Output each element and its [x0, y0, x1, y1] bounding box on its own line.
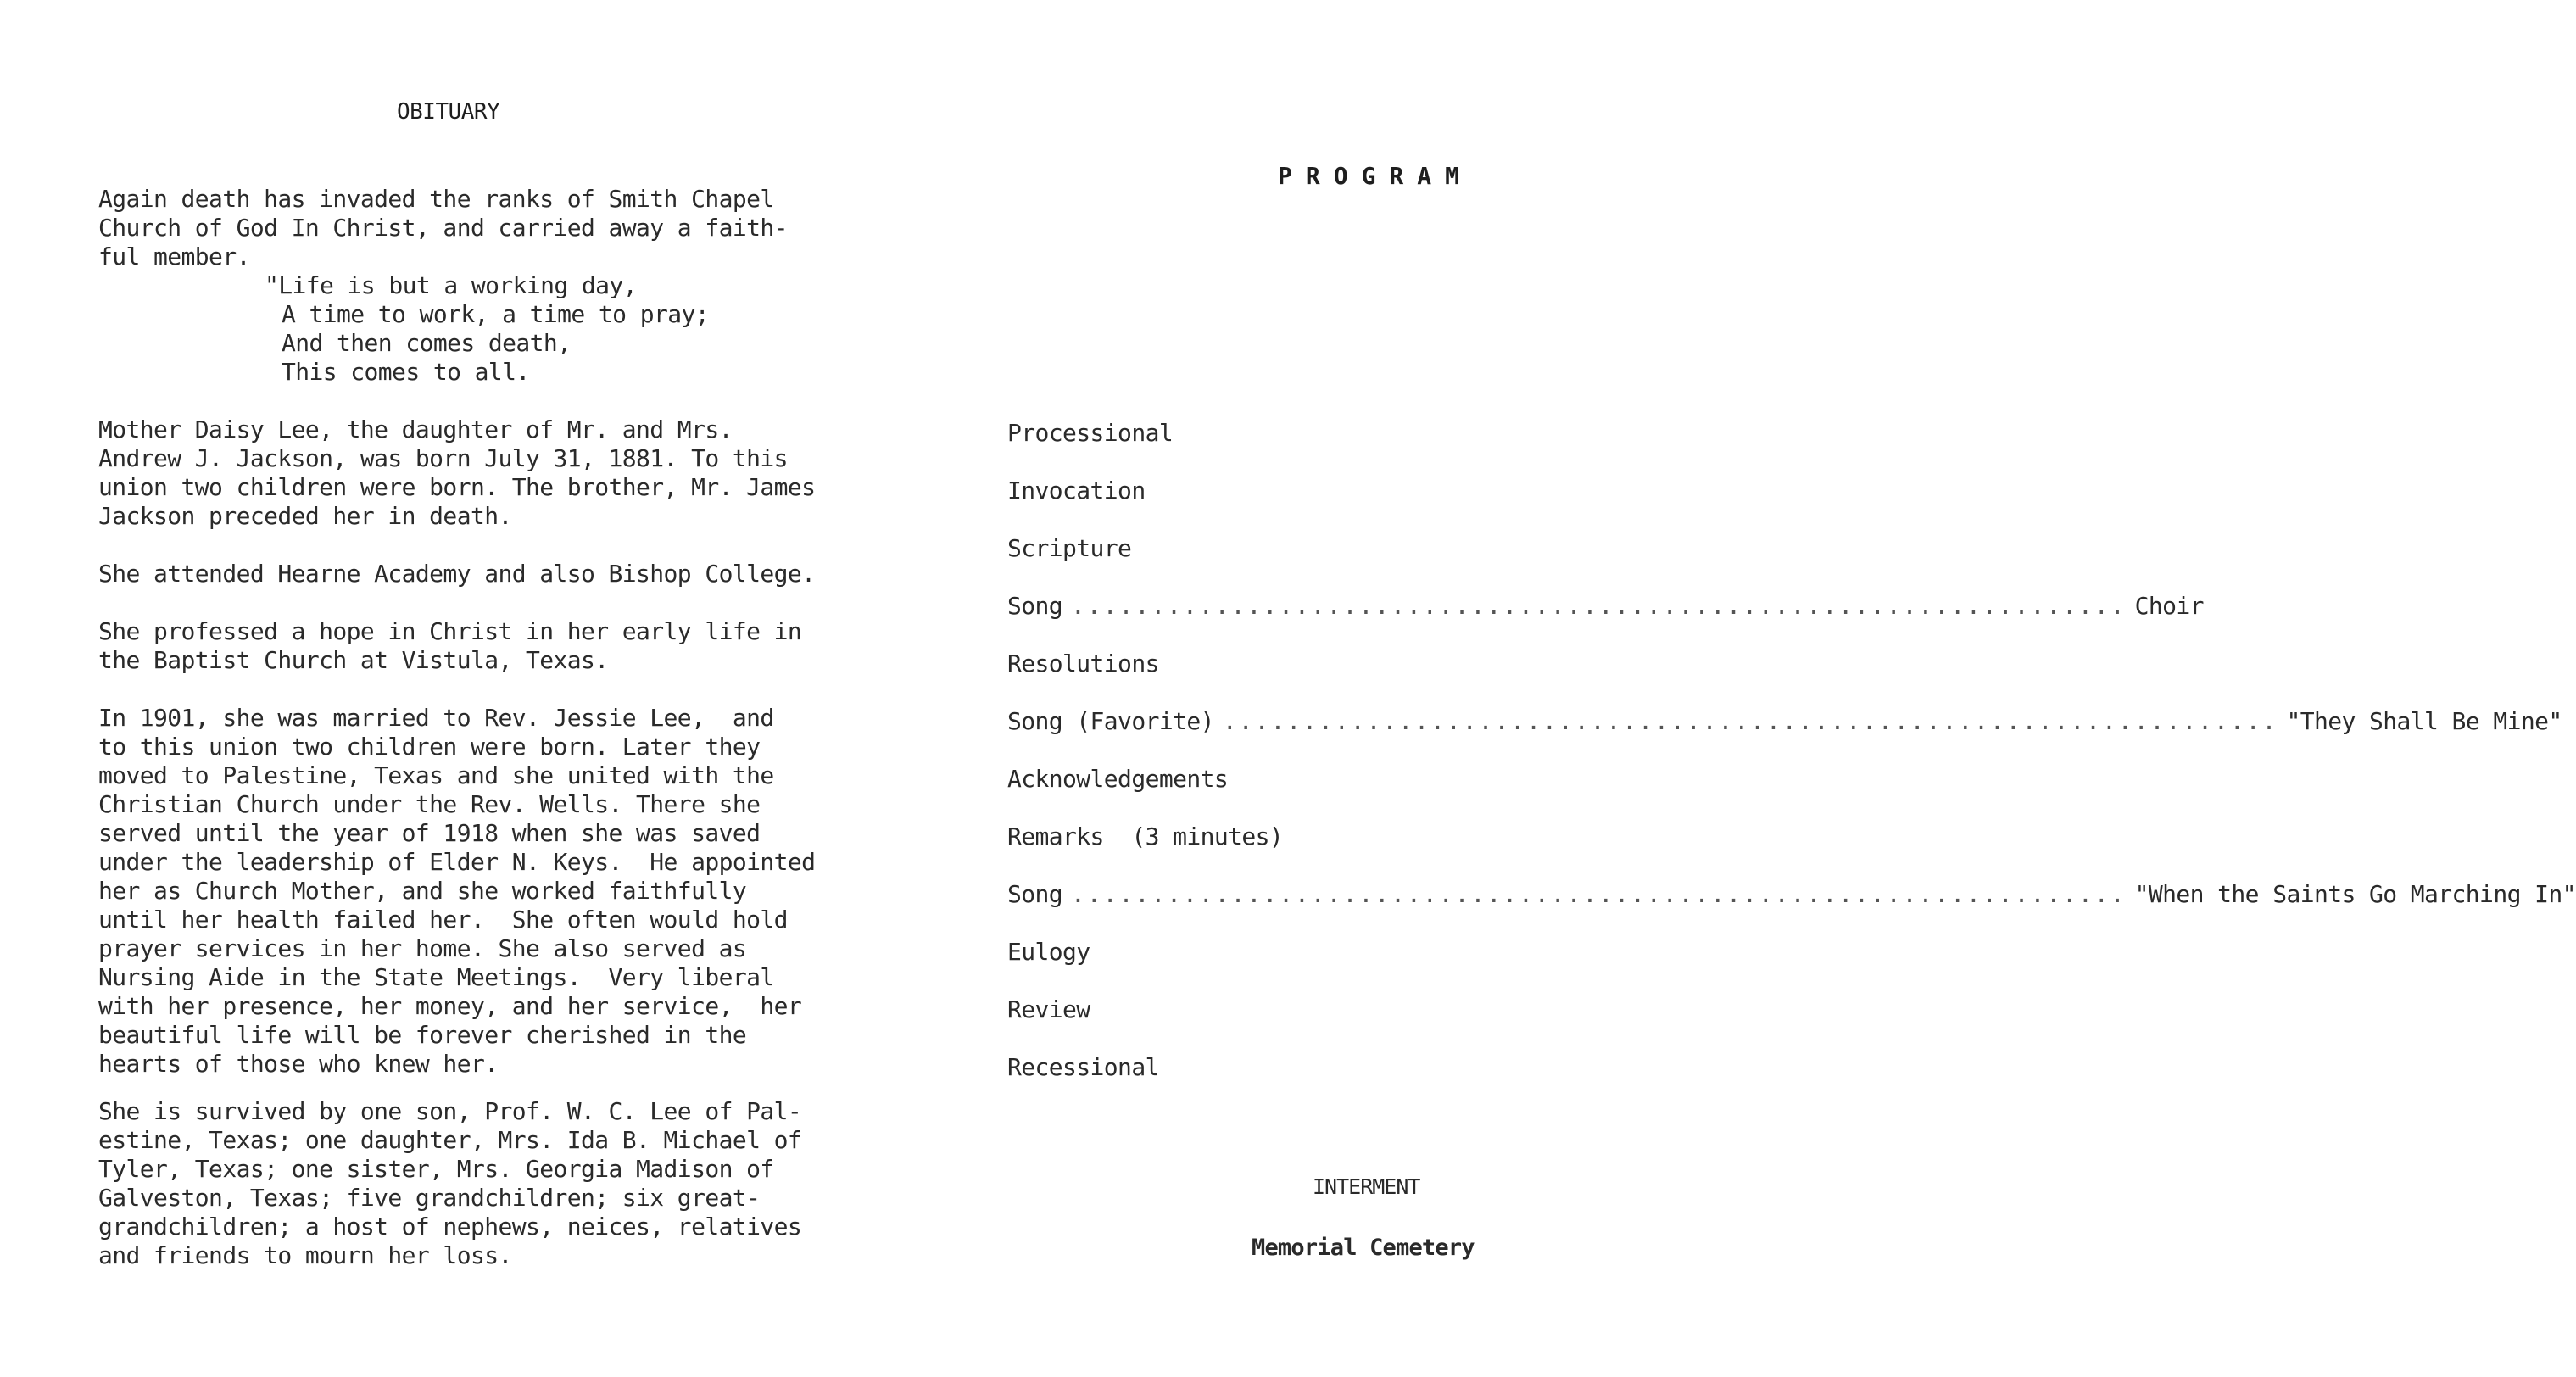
program-item — [1007, 822, 1728, 853]
intro-line: Church of God In Christ, and carried away a faith- — [98, 214, 788, 242]
program-item — [1007, 707, 2562, 738]
obituary-paragraph-faith — [98, 617, 861, 675]
program-item — [1007, 765, 1728, 795]
program-item-detail: Choir — [2134, 592, 2204, 620]
paragraph-line: Mother Daisy Lee, the daughter of Mr. and Mrs. — [98, 415, 733, 443]
paragraph-line: Jackson preceded her in death. — [98, 502, 512, 530]
paragraph-line: She is survived by one son, Prof. W. C. Lee of Pal- — [98, 1097, 802, 1125]
paragraph-line: hearts of those who knew her. — [98, 1050, 499, 1078]
program-item-label: Processional — [1007, 419, 1174, 447]
program-item-label: Resolutions — [1007, 649, 1159, 677]
dot-leader: .................................................................. — [1222, 707, 2278, 735]
program-item-label: Scripture — [1007, 534, 1132, 562]
program-item — [1007, 1053, 1728, 1084]
program-title: PROGRAM — [1278, 162, 1474, 190]
program-item — [1007, 477, 1728, 507]
dot-leader: .................................................................. — [1071, 880, 2127, 908]
obituary-paragraph-survivors — [98, 1097, 861, 1270]
program-item-label: Recessional — [1007, 1053, 1159, 1081]
dot-leader: .................................................................. — [1071, 592, 2127, 620]
paragraph-line: She attended Hearne Academy and also Bishop College. — [98, 560, 816, 588]
paragraph-line: Tyler, Texas; one sister, Mrs. Georgia Madison of — [98, 1155, 774, 1183]
paragraph-line: estine, Texas; one daughter, Mrs. Ida B. Michael of — [98, 1126, 802, 1154]
program-item-label: Song (Favorite) — [1007, 707, 1214, 735]
obituary-body — [98, 185, 861, 1270]
poem-line: This comes to all. — [282, 358, 530, 386]
obituary-title: OBITUARY — [397, 99, 500, 125]
program-item — [1007, 938, 1728, 968]
program-item-label: Song — [1007, 592, 1063, 620]
interment-title: INTERMENT — [1313, 1174, 1420, 1199]
paragraph-line: Andrew J. Jackson, was born July 31, 1881. To this — [98, 444, 788, 472]
cemetery-name: Memorial Cemetery — [1252, 1235, 1475, 1261]
paragraph-line: Christian Church under the Rev. Wells. There she — [98, 790, 761, 818]
program-item-label: Review — [1007, 995, 1090, 1023]
intro-line: ful member. — [98, 243, 250, 270]
intro-line: Again death has invaded the ranks of Smith Chapel — [98, 185, 774, 213]
program-item — [1007, 534, 1728, 565]
program-item-label: Invocation — [1007, 477, 1146, 505]
paragraph-line: the Baptist Church at Vistula, Texas. — [98, 646, 609, 674]
paragraph-line: In 1901, she was married to Rev. Jessie Lee, and — [98, 704, 774, 732]
program-item — [1007, 592, 2204, 622]
paragraph-line: grandchildren; a host of nephews, neices, relatives — [98, 1213, 802, 1240]
poem-line: And then comes death, — [282, 329, 572, 357]
paragraph-line: beautiful life will be forever cherished in the — [98, 1021, 747, 1049]
obituary-poem — [265, 271, 861, 387]
program-item-label: Remarks (3 minutes) — [1007, 822, 1284, 850]
program-item-label: Acknowledgements — [1007, 765, 1229, 793]
program-item — [1007, 419, 1728, 449]
paragraph-line: to this union two children were born. Later they — [98, 733, 761, 761]
paragraph-line: Nursing Aide in the State Meetings. Very liberal — [98, 963, 774, 991]
paragraph-line: under the leadership of Elder N. Keys. He appointed — [98, 848, 816, 876]
paragraph-line: She professed a hope in Christ in her early life in — [98, 617, 802, 645]
paragraph-line: and friends to mourn her loss. — [98, 1241, 512, 1269]
paragraph-line: union two children were born. The brother, Mr. James — [98, 473, 816, 501]
program-item-label: Song — [1007, 880, 1063, 908]
program-item-detail: "They Shall Be Mine" — [2286, 707, 2562, 735]
paragraph-line: until her health failed her. She often would hold — [98, 906, 788, 934]
program-item — [1007, 880, 2576, 911]
paragraph-line: prayer services in her home. She also served as — [98, 934, 747, 962]
program-item-label: Eulogy — [1007, 938, 1090, 966]
paragraph-line: with her presence, her money, and her service, her — [98, 992, 802, 1020]
program-item — [1007, 995, 1728, 1026]
paragraph-line: her as Church Mother, and she worked faithfully — [98, 877, 747, 905]
obituary-paragraph-school — [98, 560, 861, 588]
paragraph-line: Galveston, Texas; five grandchildren; six great- — [98, 1184, 761, 1212]
obituary-intro — [98, 185, 861, 271]
obituary-paragraph-birth — [98, 415, 861, 531]
obituary-paragraph-marriage — [98, 704, 861, 1079]
poem-line: "Life is but a working day, — [265, 271, 637, 299]
paragraph-line: moved to Palestine, Texas and she united with the — [98, 761, 774, 789]
program-item-detail: "When the Saints Go Marching In" — [2134, 880, 2576, 908]
program-item — [1007, 649, 1728, 680]
poem-line: A time to work, a time to pray; — [282, 300, 709, 328]
paragraph-line: served until the year of 1918 when she was saved — [98, 819, 761, 847]
